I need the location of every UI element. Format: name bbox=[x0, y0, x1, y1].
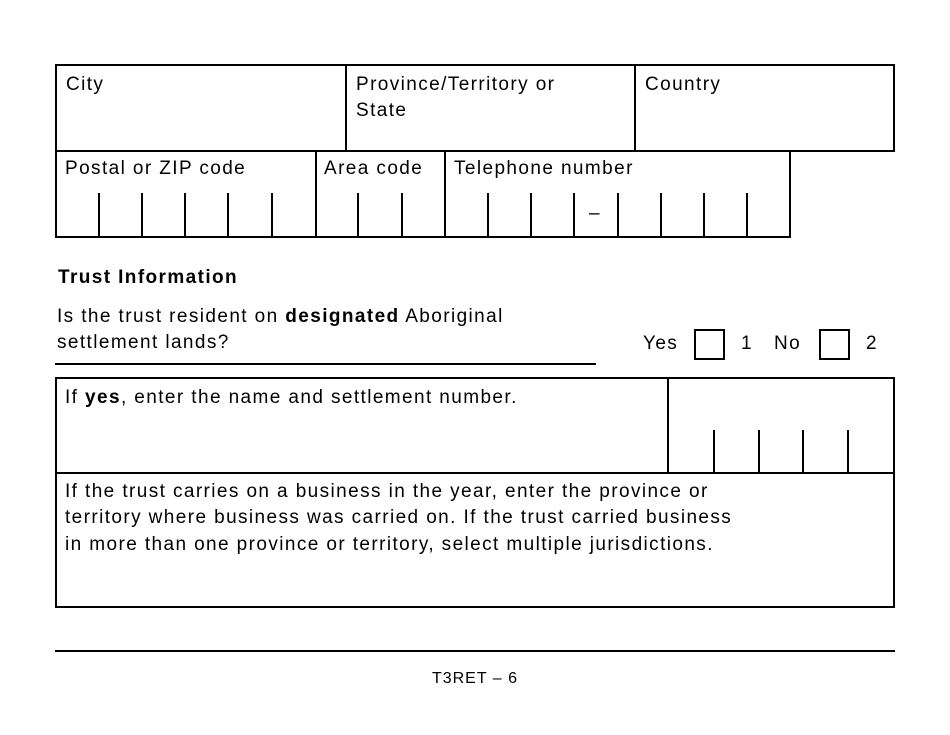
settlement-number-field[interactable] bbox=[669, 379, 893, 472]
no-label: No bbox=[774, 333, 802, 354]
telephone-cell-divider bbox=[487, 193, 489, 238]
business-province-field[interactable] bbox=[57, 474, 893, 606]
telephone-cell-divider bbox=[746, 193, 748, 238]
province-field[interactable] bbox=[345, 64, 636, 152]
postal-cell-divider bbox=[141, 193, 143, 238]
area-code-cell-divider bbox=[401, 193, 403, 238]
postal-cell-divider bbox=[184, 193, 186, 238]
telephone-dash: – bbox=[589, 203, 601, 224]
settlement-number-cell-divider bbox=[758, 430, 760, 473]
postal-code-field[interactable] bbox=[55, 150, 317, 238]
business-line-3: in more than one province or territory, select multiple jurisdictions. bbox=[65, 534, 714, 555]
trust-info-heading: Trust Information bbox=[58, 267, 239, 288]
footer-rule bbox=[55, 650, 895, 652]
no-code: 2 bbox=[866, 333, 878, 354]
postal-cell-divider bbox=[98, 193, 100, 238]
question-underline bbox=[55, 363, 596, 365]
city-label: City bbox=[66, 74, 105, 95]
province-label-line2: State bbox=[356, 100, 408, 121]
business-line-1: If the trust carries on a business in the year, enter the province or bbox=[65, 481, 709, 502]
telephone-cell-divider bbox=[530, 193, 532, 238]
country-label: Country bbox=[645, 74, 722, 95]
area-code-cell-divider bbox=[357, 193, 359, 238]
area-code-label: Area code bbox=[324, 158, 424, 179]
page-number: T3RET – 6 bbox=[431, 670, 519, 687]
telephone-cell-divider bbox=[703, 193, 705, 238]
city-field[interactable] bbox=[55, 64, 347, 152]
settlement-instruction bbox=[65, 385, 518, 411]
telephone-cell-divider bbox=[660, 193, 662, 238]
settlement-number-cell-divider bbox=[802, 430, 804, 473]
business-line-2: territory where business was carried on. If the trust carried business bbox=[65, 507, 733, 528]
telephone-cell-divider bbox=[617, 193, 619, 238]
settlement-prefix: If bbox=[65, 387, 86, 408]
designated-question-line2: settlement lands? bbox=[57, 332, 230, 353]
yes-label: Yes bbox=[643, 333, 679, 354]
postal-code-label: Postal or ZIP code bbox=[65, 158, 247, 179]
settlement-name-field[interactable] bbox=[57, 379, 667, 472]
telephone-cell-divider bbox=[573, 193, 575, 238]
settlement-suffix: , enter the name and settlement number. bbox=[120, 387, 518, 408]
settlement-bold: yes bbox=[85, 387, 121, 408]
postal-cell-divider bbox=[227, 193, 229, 238]
no-checkbox[interactable] bbox=[819, 329, 850, 360]
designated-question-line1 bbox=[57, 304, 504, 330]
province-label-line1: Province/Territory or bbox=[356, 74, 556, 95]
area-code-field[interactable] bbox=[315, 150, 446, 238]
question-bold: designated bbox=[285, 306, 400, 327]
question-prefix: Is the trust resident on bbox=[57, 306, 286, 327]
settlement-number-cell-divider bbox=[847, 430, 849, 473]
telephone-label: Telephone number bbox=[454, 158, 634, 179]
settlement-number-cell-divider bbox=[713, 430, 715, 473]
yes-code: 1 bbox=[741, 333, 753, 354]
question-suffix: Aboriginal bbox=[399, 306, 504, 327]
yes-checkbox[interactable] bbox=[694, 329, 725, 360]
country-field[interactable] bbox=[634, 64, 895, 152]
postal-cell-divider bbox=[271, 193, 273, 238]
